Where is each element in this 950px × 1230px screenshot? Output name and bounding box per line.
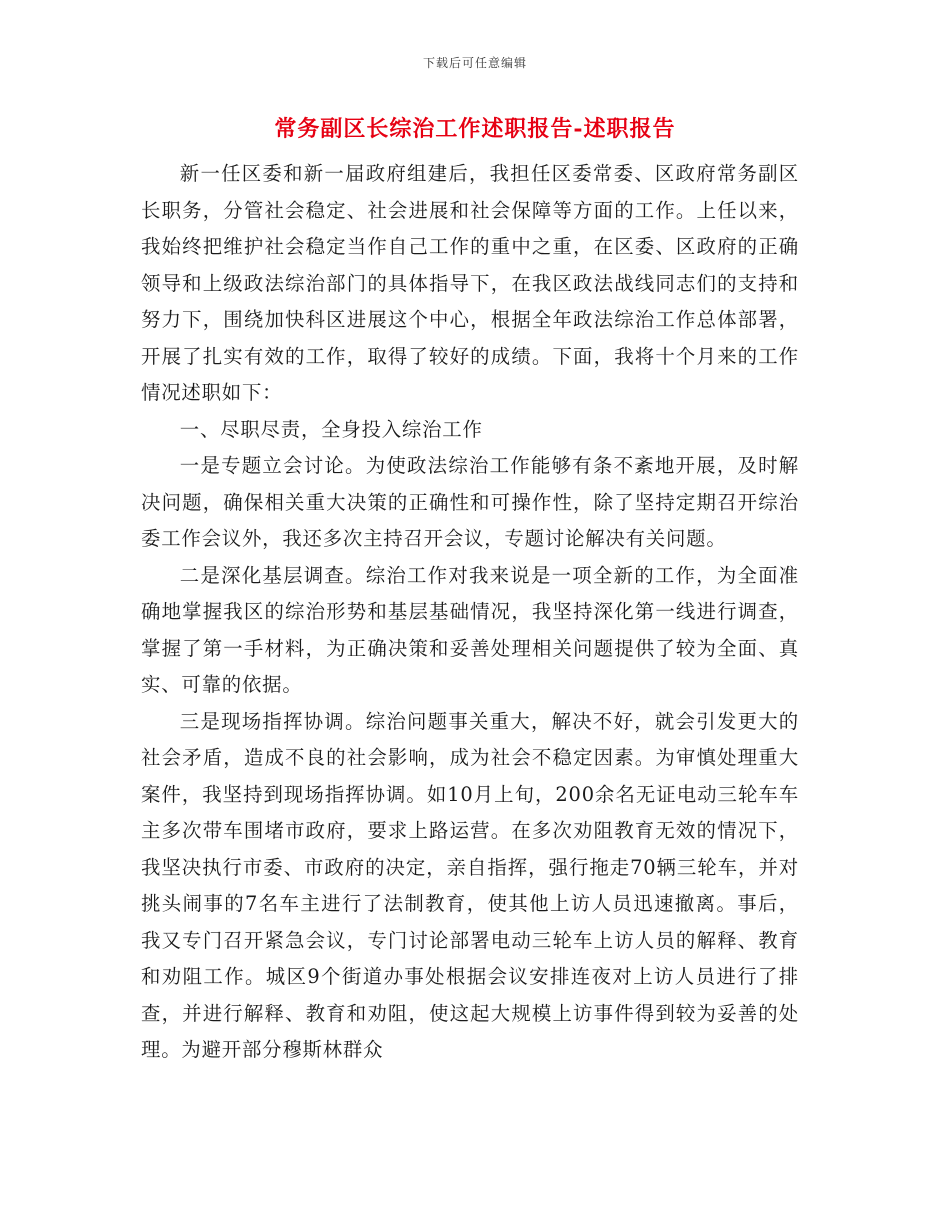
document-title: 常务副区长综治工作述职报告-述职报告 xyxy=(274,116,676,142)
paragraph-point-1: 一是专题立会讨论。为使政法综治工作能够有条不紊地开展，及时解决问题，确保相关重大决策的正确性和可操作性，除了坚持定期召开综治委工作会议外，我还多次主持召开会议，专题讨论解决有关问题。 xyxy=(141,454,799,550)
paragraph-intro: 新一任区委和新一届政府组建后，我担任区委常委、区政府常务副区长职务，分管社会稳定、社会进展和社会保障等方面的工作。上任以来，我始终把维护社会稳定当作自己工作的重中之重，在区委、区政府的正确领导和上级政法综治部门的具体指导下，在我区政法战线同志们的支持和努力下，围绕加快科区进展这个中心，根据全年政法综治工作总体部署，开展了扎实有效的工作，取得了较好的成绩。下面，我将十个月来的工作情况述职如下： xyxy=(141,162,799,404)
document-body xyxy=(141,156,799,1069)
section-heading: 一、尽职尽责，全身投入综治工作 xyxy=(179,417,483,441)
paragraph-point-2: 二是深化基层调查。综治工作对我来说是一项全新的工作，为全面准确地掌握我区的综治形势和基层基础情况，我坚持深化第一线进行调查，掌握了第一手材料，为正确决策和妥善处理相关问题提供了较为全面、真实、可靠的依据。 xyxy=(141,563,799,696)
header-note: 下载后可任意编辑 xyxy=(422,56,527,70)
paragraph-point-3: 三是现场指挥协调。综治问题事关重大，解决不好，就会引发更大的社会矛盾，造成不良的社会影响，成为社会不稳定因素。为审慎处理重大案件，我坚持到现场指挥协调。如10月上旬，200余名无证电动三轮车车主多次带车围堵市政府，要求上路运营。在多次劝阻教育无效的情况下，我坚决执行市委、市政府的决定，亲自指挥，强行拖走70辆三轮车，并对挑头闹事的7名车主进行了法制教育，使其他上访人员迅速撤离。事后，我又专门召开紧急会议，专门讨论部署电动三轮车上访人员的解释、教育和劝阻工作。城区9个街道办事处根据会议安排连夜对上访人员进行了排查，并进行解释、教育和劝阻，使这起大规模上访事件得到较为妥善的处理。为避开部分穆斯林群众 xyxy=(141,709,799,1061)
